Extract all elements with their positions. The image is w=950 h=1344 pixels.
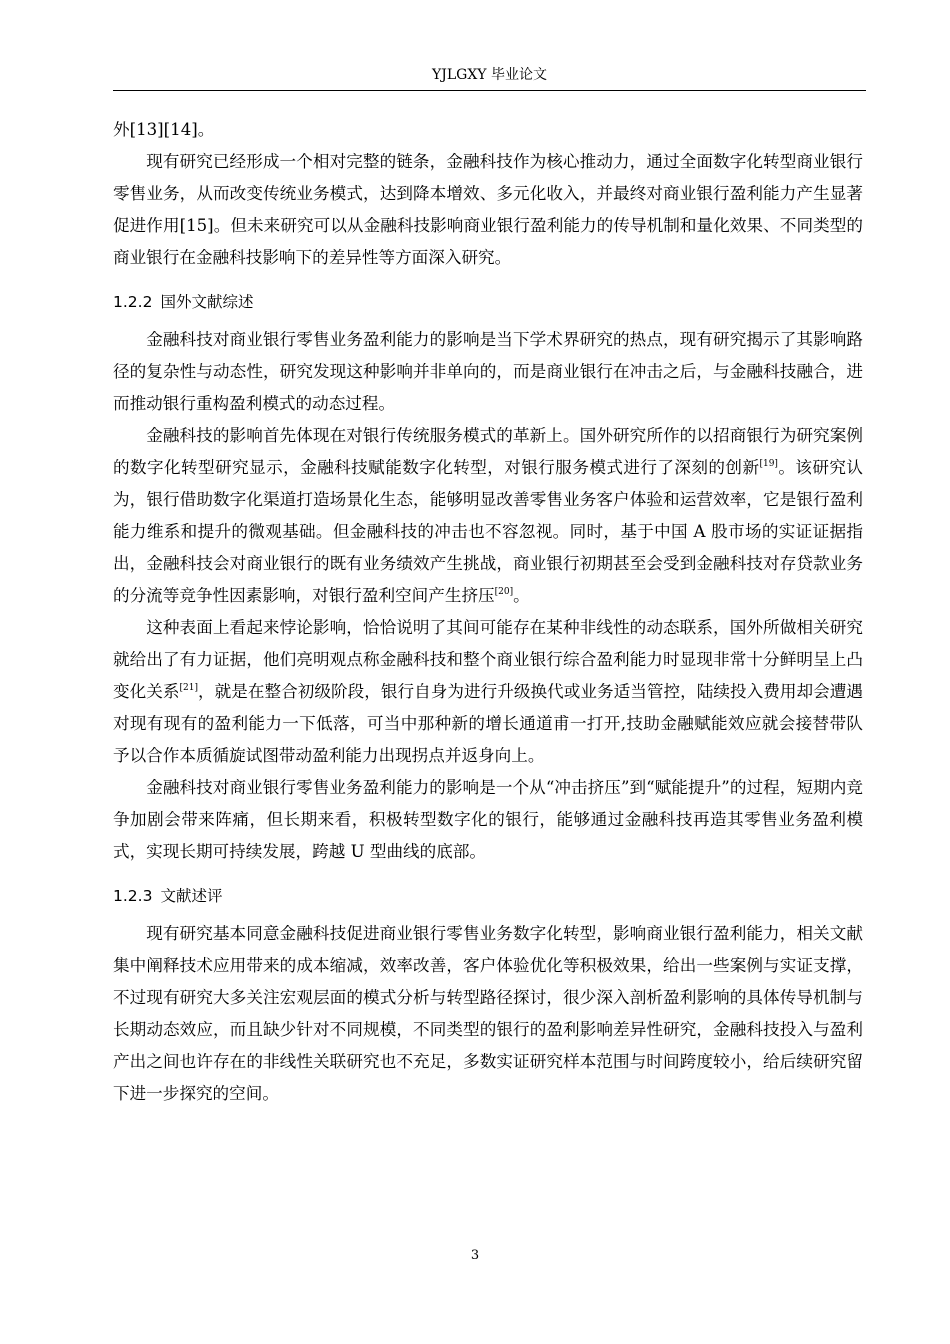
running-header: YJLGXY 毕业论文 (432, 67, 547, 83)
section-title: 文献述评 (160, 887, 223, 905)
page-body (113, 114, 863, 1110)
section-number: 1.2.3 (113, 887, 153, 905)
paragraph-service-innovation (113, 420, 863, 612)
section-heading-1-2-3 (113, 880, 863, 912)
continuation-paragraph: 外[13][14]。 (113, 120, 215, 139)
page-number: 3 (470, 1248, 480, 1263)
section-title: 国外文献综述 (160, 293, 254, 311)
paragraph-nonlinear-relation (113, 612, 863, 772)
paragraph-text: ，就是在整合初级阶段，银行自身为进行升级换代或业务适当管控，陆续投入费用却会遭遇对现有现有的盈利能力一下低落，可当中那种新的增长通道甫一打开,技助金融赋能效应就会接替带队予以合作本质循旋试图带动盈利能力出现拐点并返身向上。 (113, 682, 864, 765)
paragraph-literature-review: 现有研究基本同意金融科技促进商业银行零售业务数字化转型，影响商业银行盈利能力，相关文献集中阐释技术应用带来的成本缩减，效率改善，客户体验优化等积极效果，给出一些案例与实证支撑，不过现有研究大多关注宏观层面的模式分析与转型路径探讨，很少深入剖析盈利影响的具体传导机制与长期动态效应，而且缺少针对不同规模，不同类型的银行的盈利影响差异性研究，金融科技投入与盈利产出之间也许存在的非线性关联研究也不充足，多数实证研究样本范围与时间跨度较小，给后续研究留下进一步探究的空间。 (113, 924, 863, 1103)
paragraph-text: 金融科技的影响首先体现在对银行传统服务模式的革新上。国外研究所作的以招商银行为研究案例的数字化转型研究显示，金融科技赋能数字化转型，对银行服务模式进行了深刻的创新 (113, 426, 863, 477)
paragraph-text: 。 (513, 586, 530, 605)
section-number: 1.2.2 (113, 293, 153, 311)
paragraph-summary-domestic: 现有研究已经形成一个相对完整的链条，金融科技作为核心推动力，通过全面数字化转型商业银行零售业务，从而改变传统业务模式，达到降本增效、多元化收入，并最终对商业银行盈利能力产生显著促进作用[15]。但未来研究可以从金融科技影响商业银行盈利能力的传导机制和量化效果、不同类型的商业银行在金融科技影响下的差异性等方面深入研究。 (113, 152, 863, 267)
citation-superscript: [19] (759, 459, 778, 469)
section-heading-1-2-2 (113, 286, 863, 318)
paragraph-foreign-overview: 金融科技对商业银行零售业务盈利能力的影响是当下学术界研究的热点，现有研究揭示了其影响路径的复杂性与动态性，研究发现这种影响并非单向的，而是商业银行在冲击之后，与金融科技融合，进而推动银行重构盈利模式的动态过程。 (113, 330, 863, 413)
citation-superscript: [20] (494, 587, 514, 597)
header-rule (113, 90, 866, 91)
paragraph-text: 这种表面上看起来悖论影响，恰恰说明了其间可能存在某种非线性的动态联系，国外所做相关研究就给出了有力证据，他们亮明观点称金融科技和整个商业银行综合盈利能力时显现非常十分鲜明呈上凸变化关系 (113, 618, 863, 701)
citation-superscript: [21] (179, 683, 198, 693)
paragraph-text: 。该研究认为，银行借助数字化渠道打造场景化生态，能够明显改善零售业务客户体验和运营效率，它是银行盈利能力维系和提升的微观基础。但金融科技的冲击也不容忽视。同时，基于中国 A 股市场的实证证据指出，金融科技会对商业银行的既有业务绩效产生挑战，商业银行初期甚至会受到金融科技对存贷款业务的分流等竞争性因素影响，对银行盈利空间产生挤压 (113, 458, 863, 605)
paragraph-conclusion-foreign: 金融科技对商业银行零售业务盈利能力的影响是一个从“冲击挤压”到“赋能提升”的过程，短期内竞争加剧会带来阵痛，但长期来看，积极转型数字化的银行，能够通过金融科技再造其零售业务盈利模式，实现长期可持续发展，跨越 U 型曲线的底部。 (113, 778, 863, 861)
